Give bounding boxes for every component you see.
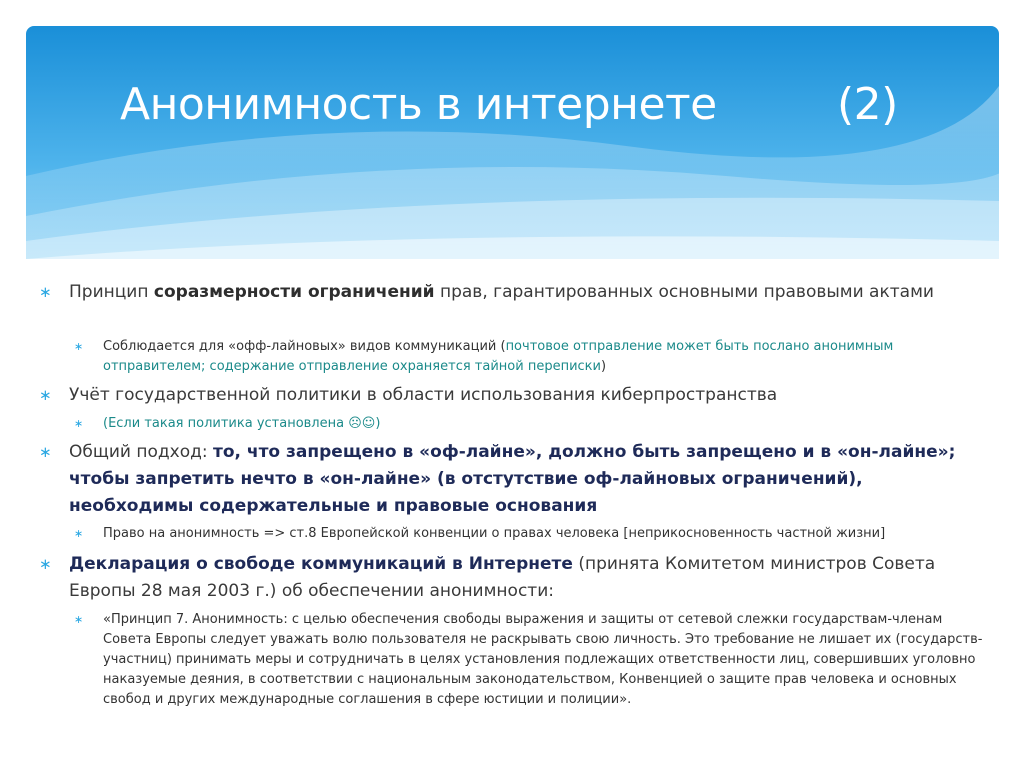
text-bold: то, что запрещено в «оф-лайне», должно быть запрещено и в «он-лайне»; чтобы запретить нечто в «он-лайне» (в отстутствие оф-лайновых ограничений), необходимы содержательные и правовые основания [69,442,956,516]
text-accent: почтовое отправление может быть послано анонимным отправителем; содержание отправление охраняется тайной переписки [103,339,894,374]
text-accent: (Если такая политика установлена ☹☺) [103,416,381,431]
subbullet-offline [74,337,973,377]
subbullet-if-policy [74,414,973,434]
bullet-icon: ∗ [39,443,52,461]
bullet-declaration [39,551,979,605]
text-bold: Декларация о свободе коммуникаций в Интернете [69,554,573,574]
bullet-state-policy [39,382,959,409]
subbullet-principle-7 [74,610,983,710]
bullet-icon: ∗ [74,340,84,353]
bullet-icon: ∗ [39,386,52,404]
slide-title-number: (2) [837,79,898,130]
text: ) [600,359,607,374]
text: (принята Комитетом министров Совета Европы 28 мая 2003 г.) об обеспечении анонимности: [69,554,936,601]
text: Соблюдается для «офф-лайновых» видов коммуникаций ( [103,339,506,354]
bullet-icon: ∗ [39,283,52,301]
bullet-proportionality [39,279,959,306]
text: прав, гарантированных основными правовыми актами [434,282,934,302]
text: «Принцип 7. Анонимность: с целью обеспечения свободы выражения и защиты от сетевой слежки государствам-членам Совета Европы следует уважать волю пользователя не раскрывать свою личность. Это требование не лишает их (государств-участниц) принимать меры и сотрудничать в целях установления подлежащих ответственности лиц, совершивших уголовно наказуемые деяния, в соответствии с национальным законодательством, Конвенцией о защите прав человека и основных свобод и других международные соглашения в сфере юстиции и полиции». [103,612,983,707]
text-bold: соразмерности ограничений [153,282,435,302]
subbullet-right-anonymity [74,524,983,544]
text: Учёт государственной политики в области использования киберпространства [69,385,778,405]
bullet-icon: ∗ [74,527,84,540]
bullet-general-approach [39,439,979,520]
bullet-icon: ∗ [74,613,84,626]
text: Право на анонимность => ст.8 Европейской конвенции о правах человека [неприкосновенность частной жизни] [103,526,886,541]
slide-title-text: Анонимность в интернете [120,79,717,130]
bullet-icon: ∗ [39,555,52,573]
bullet-icon: ∗ [74,417,84,430]
text: Принцип [69,282,154,302]
text: Общий подход: [69,442,213,462]
